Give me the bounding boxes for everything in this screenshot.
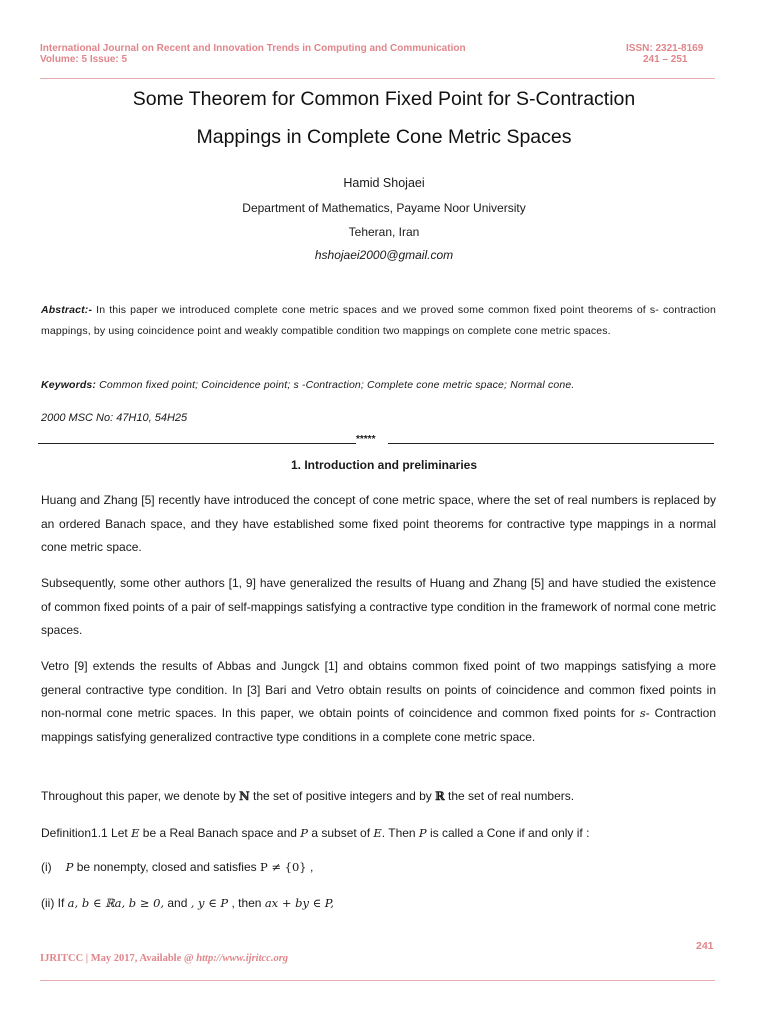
paper-title-line2: Mappings in Complete Cone Metric Spaces — [196, 126, 572, 148]
p3-symbol-s: s — [639, 706, 646, 720]
separator-line-left — [38, 443, 356, 444]
journal-name: International Journal on Recent and Innovation Trends in Computing and Communication — [40, 43, 466, 54]
msc-number: 2000 MSC No: 47H10, 54H25 — [41, 412, 188, 424]
footer-rule — [40, 980, 715, 981]
item-ii-text-b: and — [164, 896, 191, 910]
item-ii-condition-3: ax + by ∈ P, — [264, 896, 334, 910]
intro-paragraph-3 — [41, 655, 716, 749]
keywords-label: Keywords: — [41, 379, 97, 391]
definition-text-c: a subset of — [308, 826, 374, 840]
definition-item-i — [41, 856, 313, 880]
item-i-number: (i) — [41, 860, 52, 874]
abstract-label: Abstract:- — [41, 304, 93, 316]
keywords-text: Common fixed point; Coincidence point; s -Contraction; Complete cone metric space; Normal cone. — [96, 379, 575, 391]
separator-line-right — [388, 443, 714, 444]
intro-paragraph-4 — [41, 785, 716, 809]
p4-symbol-naturals: ℕ — [239, 789, 250, 803]
definition-symbol-e: E — [131, 826, 140, 840]
paper-title-line1: Some Theorem for Common Fixed Point for S-Contraction — [132, 88, 636, 110]
item-ii-number: (ii) — [41, 896, 55, 910]
definition-symbol-e2: E — [373, 826, 382, 840]
item-i-condition: P ≠ {0} — [259, 860, 307, 874]
separator-stars: ***** — [356, 434, 376, 445]
abstract — [41, 300, 716, 342]
p3-text-a: Vetro [9] extends the results of Abbas and Jungck [1] and obtains common fixed point of two mappings satisfying a more general contractive type condition. In [3] Bari and Vetro obtain results on points of coincidence and common fixed points in non-normal cone metric spaces. In this paper, we obtain points of coincidence and common fixed points for — [41, 659, 716, 720]
author-name: Hamid Shojaei — [343, 176, 425, 190]
abstract-text: In this paper we introduced complete cone metric spaces and we proved some common fixed point theorems of s- contraction mappings, by using coincidence point and weakly compatible condition two mappings on complete cone metric spaces. — [41, 304, 716, 337]
author-city: Teheran, Iran — [348, 225, 420, 239]
item-i-text: be nonempty, closed and satisfies — [73, 860, 260, 874]
item-ii-condition-2: , y ∈ P — [190, 896, 229, 910]
issn: ISSN: 2321-8169 — [626, 43, 704, 54]
definition-1-1 — [41, 822, 716, 846]
page-range: 241 – 251 — [643, 54, 688, 65]
section-heading: 1. Introduction and preliminaries — [290, 458, 478, 472]
item-ii-condition-1b: a, b ≥ 0, — [114, 896, 165, 910]
footer-text: IJRITCC | May 2017, Available @ — [40, 953, 197, 964]
intro-paragraph-1: Huang and Zhang [5] recently have introduced the concept of cone metric space, where the set of real numbers is replaced by an ordered Banach space, and they have established some fixed point theorems for contractive type mappings in a normal cone metric space. — [41, 493, 716, 554]
p4-text-c: the set of real numbers. — [448, 789, 575, 803]
footer-link[interactable]: http://www.ijritcc.org — [196, 953, 289, 964]
p4-text-b: the set of positive integers and by — [253, 789, 436, 803]
definition-item-ii — [41, 892, 334, 916]
definition-symbol-p: P — [300, 826, 308, 840]
author-department: Department of Mathematics, Payame Noor University — [242, 201, 526, 215]
p4-text-a: Throughout this paper, we denote by — [41, 789, 240, 803]
item-i-end: , — [306, 860, 314, 874]
volume-issue: Volume: 5 Issue: 5 — [40, 54, 128, 65]
page-number: 241 — [696, 940, 714, 952]
definition-text-e: is called a Cone if and only if : — [426, 826, 590, 840]
p4-symbol-reals: ℝ — [435, 789, 445, 803]
item-ii-condition-1: a, b ∈ ℝ — [67, 896, 115, 910]
item-ii-text-a: If — [54, 896, 68, 910]
author-email[interactable]: hshojaei2000@gmail.com — [314, 248, 454, 262]
intro-paragraph-2: Subsequently, some other authors [1, 9] have generalized the results of Huang and Zhang [5] and have studied the existence of common fixed points of a pair of self-mappings satisfying a contractive type condition in the framework of normal cone metric spaces. — [41, 576, 716, 637]
keywords — [41, 375, 716, 396]
definition-text-b: be a Real Banach space and — [139, 826, 301, 840]
footer-citation — [40, 953, 288, 964]
item-ii-text-c: , then — [228, 896, 265, 910]
header-rule — [40, 78, 715, 79]
definition-text-d: . Then — [381, 826, 419, 840]
p3-text-b: - Contraction mappings satisfying generalized contractive type conditions in a complete cone metric space. — [41, 706, 716, 744]
definition-text-a: Definition1.1 Let — [41, 826, 132, 840]
item-i-symbol-p: P — [65, 860, 74, 874]
definition-symbol-p2: P — [418, 826, 427, 840]
